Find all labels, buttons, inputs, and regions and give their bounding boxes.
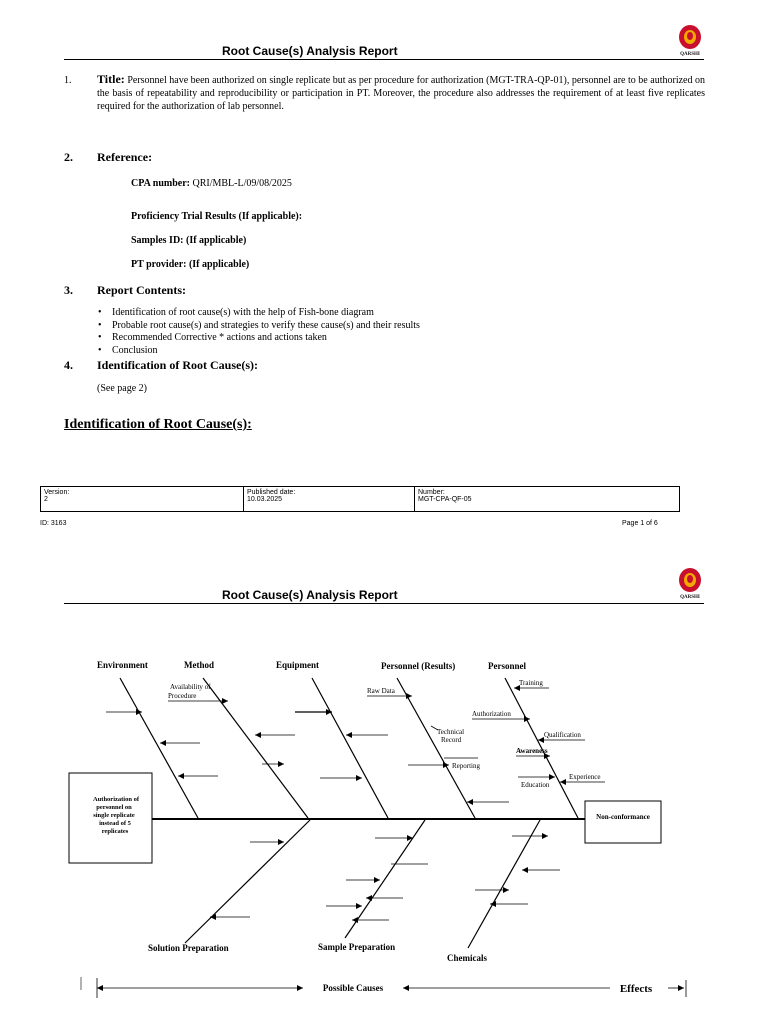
footer-table (40, 486, 680, 512)
section-2-heading: Reference: (97, 150, 153, 164)
pt-provider: PT provider: (If applicable) (131, 259, 250, 270)
personnel-cause-experience: Experience (569, 773, 601, 781)
samples-id: Samples ID: (If applicable) (131, 235, 247, 246)
version-value: 2 (44, 496, 48, 503)
problem-line-1: Authorization of (92, 796, 140, 803)
problem-line-5: replicates (101, 828, 129, 835)
document-id: ID: 3163 (40, 520, 67, 527)
effects-label: Effects (619, 983, 653, 995)
cpa-value: QRI/MBL-L/09/08/2025 (192, 178, 292, 189)
section-1-number: 1. (64, 75, 72, 86)
method-cause-line-1: Availability of (170, 683, 211, 691)
category-sample-preparation: Sample Preparation (318, 942, 396, 952)
problem-line-4: instead of 5 (99, 820, 131, 827)
category-solution-preparation: Solution Preparation (148, 943, 229, 953)
rib-method (203, 678, 308, 818)
published-cell (244, 487, 415, 512)
version-label: Version: (44, 489, 70, 496)
logo-text: QARSHI (680, 595, 700, 600)
problem-line-2: personnel on (96, 804, 132, 811)
personnel-cause-awareness: Awareness (516, 747, 548, 755)
section-2-number: 2. (64, 150, 73, 164)
pt-results: Proficiency Trial Results (If applicable): (131, 211, 303, 222)
category-personnel-results: Personnel (Results) (381, 661, 456, 671)
method-cause-line-2: Procedure (168, 692, 197, 700)
company-logo (676, 567, 704, 601)
header-title: Root Cause(s) Analysis Report (222, 588, 398, 602)
list-item: • Probable root cause(s) and strategies to verify these cause(s) and their results (100, 320, 420, 333)
header-rule (64, 603, 704, 604)
header-rule (64, 59, 704, 60)
effect-label: Non-conformance (596, 813, 650, 821)
personnel-cause-qualification: Qualification (544, 731, 581, 739)
results-cause-raw-data: Raw Data (367, 687, 395, 695)
list-item: • Conclusion (100, 345, 420, 358)
published-label: Published date: (247, 489, 296, 496)
list-item: • Identification of root cause(s) with the help of Fish-bone diagram (100, 307, 420, 320)
logo-text: QARSHI (680, 52, 700, 57)
personnel-cause-education: Education (521, 781, 550, 789)
problem-line-3: single replicate (93, 812, 135, 819)
cpa-number (131, 177, 292, 190)
title-text: Personnel have been authorized on single replicate but as per procedure for authorization (MGT-TRA-QP-01), personnel are to be authorized on the basis of repeatability and reproducibility or participation in PT. Moreover, the procedure also addresses the requirement of at least five replicates required for the authorization of lab personnel. (97, 75, 705, 112)
rib-chemicals (468, 820, 540, 948)
section-1-title (97, 73, 705, 113)
category-chemicals: Chemicals (447, 953, 487, 963)
rib-equipment (312, 678, 388, 818)
results-cause-technical: Technical (437, 728, 465, 736)
section-3-number: 3. (64, 283, 73, 297)
title-label: Title: (97, 72, 125, 86)
section-4-number: 4. (64, 358, 73, 372)
version-cell (41, 487, 244, 512)
rib-personnel-results (397, 678, 475, 818)
page-number: Page 1 of 6 (622, 520, 658, 527)
header-title: Root Cause(s) Analysis Report (222, 44, 398, 58)
rib-solution-preparation (185, 820, 310, 943)
number-cell (415, 487, 680, 512)
company-logo (676, 24, 704, 58)
report-contents-list (100, 307, 420, 357)
category-method: Method (184, 660, 214, 670)
section-4-heading: Identification of Root Cause(s): (97, 358, 258, 372)
category-environment: Environment (97, 660, 148, 670)
number-label: Number: (418, 489, 445, 496)
cpa-label: CPA number: (131, 178, 190, 189)
possible-causes-label: Possible Causes (322, 983, 384, 993)
fishbone-diagram (0, 640, 768, 1024)
results-cause-record: Record (441, 736, 462, 744)
category-equipment: Equipment (276, 660, 320, 670)
causes-arrowhead-left (97, 985, 103, 991)
section-3-heading: Report Contents: (97, 283, 186, 297)
identification-heading: Identification of Root Cause(s): (64, 417, 252, 432)
see-page-note: (See page 2) (97, 383, 147, 394)
number-value: MGT-CPA-QF-05 (418, 496, 472, 503)
personnel-cause-authorization: Authorization (472, 710, 511, 718)
results-cause-reporting: Reporting (452, 762, 480, 770)
personnel-cause-training: Training (519, 679, 543, 687)
effect-box (585, 801, 661, 843)
category-personnel: Personnel (488, 661, 526, 671)
list-item: • Recommended Corrective * actions and actions taken (100, 332, 420, 345)
published-value: 10.03.2025 (247, 496, 283, 503)
